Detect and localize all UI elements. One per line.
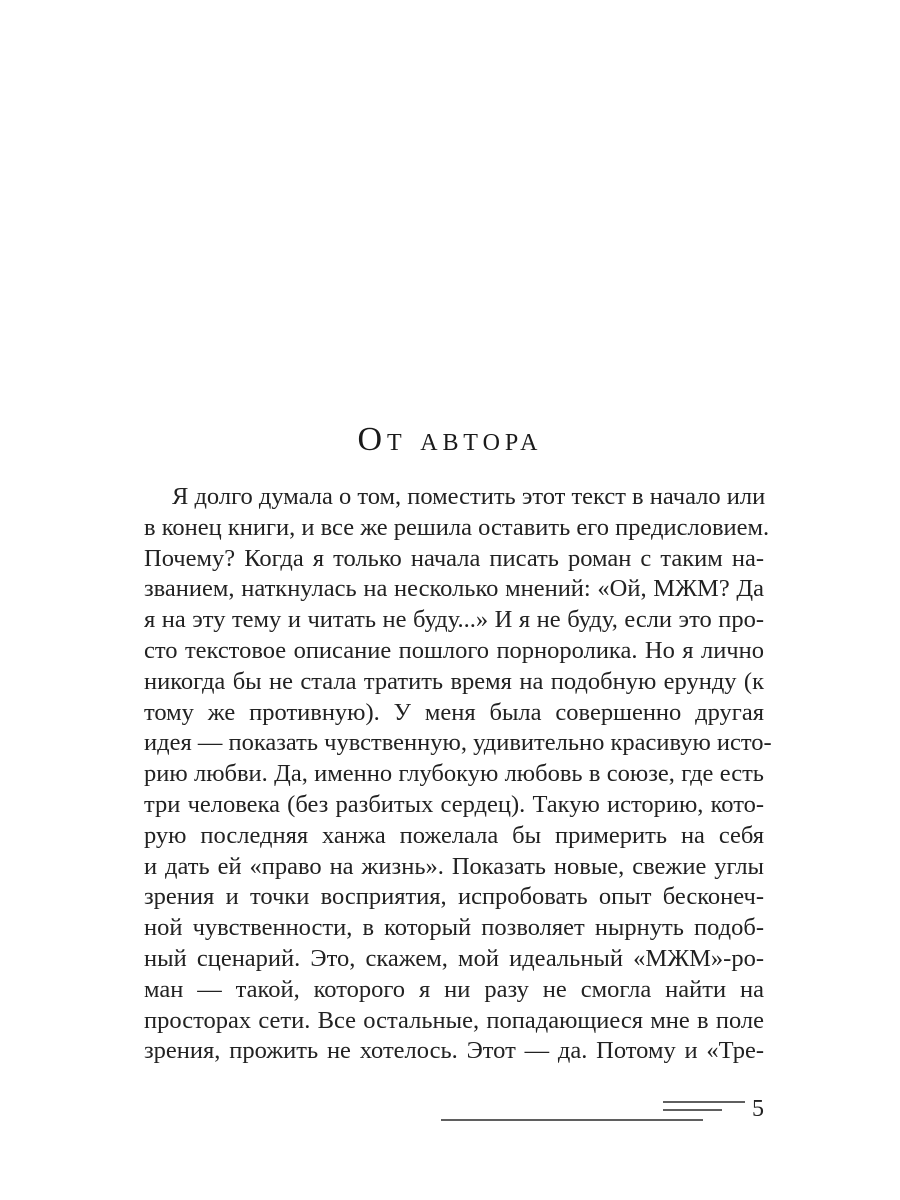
text-line: три человека (без разбитых сердец). Такую историю, кото- (144, 790, 764, 818)
text-line: рую последняя ханжа пожелала бы примерить на себя (144, 821, 764, 849)
text-line: званием, наткнулась на несколько мнений: «Ой, МЖМ? Да (144, 575, 764, 603)
text-line: и дать ей «право на жизнь». Показать новые, свежие углы (144, 852, 764, 880)
text-line: тому же противную). У меня была совершенно другая (144, 698, 764, 726)
text-line: я на эту тему и читать не буду...» И я не буду, если это про- (144, 606, 764, 634)
chapter-title: От автора (357, 421, 543, 458)
text-line: зрения, прожить не хотелось. Этот — да. Потому и «Тре- (144, 1037, 764, 1065)
text-line: зрения и точки восприятия, испробовать опыт бесконеч- (144, 883, 764, 911)
page-number: 5 (752, 1096, 764, 1122)
text-line: Почему? Когда я только начала писать роман с таким на- (144, 544, 764, 572)
text-line: идея — показать чувственную, удивительно красивую исто- (144, 729, 772, 757)
text-line: сто текстовое описание пошлого порноролика. Но я лично (144, 636, 764, 664)
text-line: ман — такой, которого я ни разу не смогла найти на (144, 975, 764, 1003)
text-line: Я долго думала о том, поместить этот текст в начало или (172, 483, 766, 510)
text-line: ный сценарий. Это, скажем, мой идеальный «МЖМ»-ро- (144, 944, 764, 972)
text-line: просторах сети. Все остальные, попадающиеся мне в поле (144, 1006, 764, 1034)
text-line: рию любви. Да, именно глубокую любовь в союзе, где есть (144, 760, 764, 788)
text-line: ной чувственности, в который позволяет нырнуть подоб- (144, 914, 764, 942)
text-line: никогда бы не стала тратить время на подобную ерунду (к (144, 667, 764, 695)
text-line: в конец книги, и все же решила оставить его предисловием. (144, 513, 770, 541)
